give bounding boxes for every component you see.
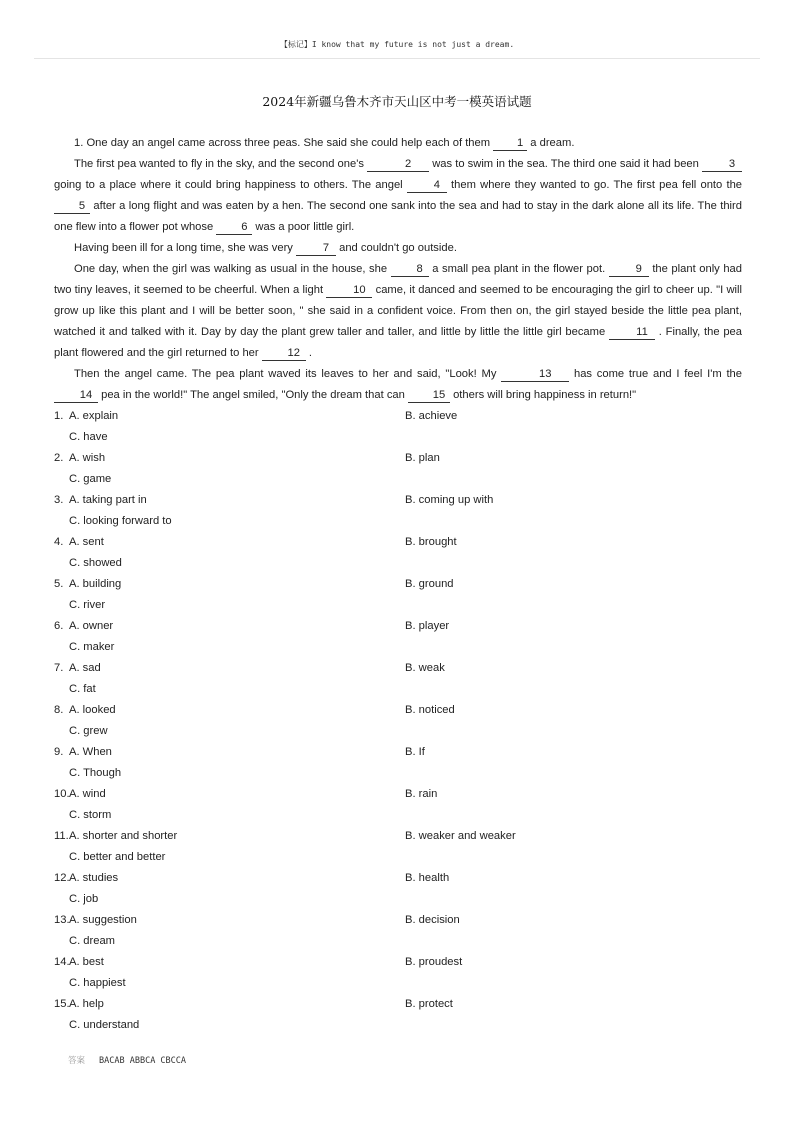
question-row	[54, 616, 754, 637]
option-a: A. studies	[69, 872, 119, 884]
passage-text: One day, when the girl was walking as usual in the house, she	[74, 263, 391, 275]
option-c: C. looking forward to	[69, 515, 172, 527]
answer-label: 答案	[68, 1056, 86, 1066]
option-b: B. decision	[405, 914, 460, 926]
answer-value: BACAB ABBCA CBCCA	[99, 1056, 187, 1066]
question-row	[54, 658, 754, 679]
passage-paragraph-3	[54, 238, 742, 259]
option-b: B. proudest	[405, 956, 463, 968]
passage-text: has come true and I feel I'm the	[569, 368, 742, 380]
option-b: B. weak	[405, 662, 445, 674]
question-row	[54, 742, 754, 763]
question-row	[54, 994, 754, 1015]
header-divider	[34, 58, 760, 59]
blank-10: 10	[326, 284, 372, 298]
blank-4: 4	[407, 179, 447, 193]
option-a: A. When	[69, 746, 112, 758]
blank-15: 15	[408, 389, 450, 403]
passage-paragraph-5	[54, 364, 742, 406]
question-row	[54, 700, 754, 721]
option-b: B. health	[405, 872, 450, 884]
option-b: B. rain	[405, 788, 438, 800]
blank-12: 12	[262, 347, 306, 361]
option-c: C. showed	[69, 557, 122, 569]
option-b: B. achieve	[405, 410, 458, 422]
question-row-c	[54, 553, 754, 574]
question-row	[54, 490, 754, 511]
option-b: B. ground	[405, 578, 454, 590]
passage-text: a dream.	[527, 137, 575, 149]
question-row	[54, 784, 754, 805]
option-a: A. wish	[69, 452, 106, 464]
option-a: A. help	[69, 998, 104, 1010]
passage-text: came, it danced and seemed to be encouraging the girl to cheer up. "I will grow up like this plant and I will be better soon, " she said in a confident voice. From then on, the girl stayed beside the little pea plant, watched it and talked with it. Day by day the plant grew taller and taller, and little by little the little girl became	[54, 284, 742, 338]
question-number: 1.	[54, 410, 64, 422]
option-a: A. suggestion	[69, 914, 137, 926]
passage-text: after a long flight and was eaten by a hen. The second one sank into the sea and had to stay in the dark alone all its life. The third one flew into a flower pot whose	[54, 200, 742, 233]
question-row-c	[54, 721, 754, 742]
blank-2: 2	[367, 158, 429, 172]
question-row	[54, 448, 754, 469]
blank-5: 5	[54, 200, 90, 214]
blank-7: 7	[296, 242, 336, 256]
passage-text: going to a place where it could bring happiness to others. The angel	[54, 179, 407, 191]
passage-text: them where they wanted to go. The first pea fell onto the	[446, 179, 743, 191]
question-row-c	[54, 805, 754, 826]
option-b: B. If	[405, 746, 425, 758]
passage-text: was a poor little girl.	[252, 221, 355, 233]
option-c: C. river	[69, 599, 106, 611]
passage-text: . Finally, the pea plant flowered and the girl returned to her	[54, 326, 742, 359]
passage-paragraph-1	[54, 133, 742, 154]
option-b: B. protect	[405, 998, 453, 1010]
passage-text: Then the angel came. The pea plant waved its leaves to her and said, "Look! My	[74, 368, 502, 380]
option-b: B. plan	[405, 452, 440, 464]
question-row-c	[54, 679, 754, 700]
question-number: 3.	[54, 494, 64, 506]
option-b: B. player	[405, 620, 450, 632]
passage-text: 1. One day an angel came across three peas. She said she could help each of them	[74, 137, 494, 149]
blank-9: 9	[609, 263, 649, 277]
question-row	[54, 868, 754, 889]
option-c: C. job	[69, 893, 99, 905]
option-a: A. taking part in	[69, 494, 147, 506]
option-c: C. happiest	[69, 977, 126, 989]
question-row-c	[54, 889, 754, 910]
option-b: B. noticed	[405, 704, 455, 716]
question-row-c	[54, 469, 754, 490]
question-number: 6.	[54, 620, 64, 632]
question-row	[54, 826, 754, 847]
option-c: C. grew	[69, 725, 108, 737]
blank-3: 3	[702, 158, 742, 172]
question-row-c	[54, 931, 754, 952]
question-row-c	[54, 847, 754, 868]
option-a: A. explain	[69, 410, 119, 422]
passage-text: the plant only had two tiny leaves, it seemed to be cheerful. When a light	[54, 263, 743, 296]
passage-paragraph-4	[54, 259, 742, 364]
option-c: C. dream	[69, 935, 116, 947]
option-a: A. wind	[69, 788, 106, 800]
question-number: 2.	[54, 452, 64, 464]
question-row	[54, 952, 754, 973]
passage-text: .	[305, 347, 312, 359]
cloze-passage	[54, 133, 742, 406]
question-row-c	[54, 1015, 754, 1036]
passage-text: and couldn't go outside.	[336, 242, 457, 254]
blank-14: 14	[54, 389, 98, 403]
option-a: A. building	[69, 578, 122, 590]
passage-text: a small pea plant in the flower pot.	[428, 263, 609, 275]
question-row-c	[54, 637, 754, 658]
question-row-c	[54, 511, 754, 532]
question-row-c	[54, 973, 754, 994]
blank-8: 8	[391, 263, 429, 277]
question-row	[54, 910, 754, 931]
option-c: C. have	[69, 431, 108, 443]
option-c: C. better and better	[69, 851, 166, 863]
question-row-c	[54, 427, 754, 448]
question-number: 8.	[54, 704, 64, 716]
question-number: 12.	[54, 872, 70, 884]
question-number: 5.	[54, 578, 64, 590]
option-a: A. best	[69, 956, 104, 968]
option-a: A. looked	[69, 704, 116, 716]
blank-11: 11	[609, 326, 655, 340]
passage-text: others will bring happiness in return!"	[449, 389, 637, 401]
option-c: C. Though	[69, 767, 122, 779]
blank-1: 1	[493, 137, 527, 151]
passage-paragraph-2	[54, 154, 742, 238]
question-number: 14.	[54, 956, 70, 968]
question-number: 4.	[54, 536, 64, 548]
option-a: A. sad	[69, 662, 101, 674]
passage-text: The first pea wanted to fly in the sky, and the second one's	[74, 158, 368, 170]
question-row-c	[54, 763, 754, 784]
option-a: A. owner	[69, 620, 114, 632]
option-c: C. storm	[69, 809, 112, 821]
page-header: 【标记】I know that my future is not just a dream.	[279, 40, 515, 49]
option-b: B. brought	[405, 536, 457, 548]
question-row-c	[54, 595, 754, 616]
page-title: 2024年新疆乌鲁木齐市天山区中考一模英语试题	[262, 94, 532, 109]
question-number: 11.	[54, 830, 69, 842]
option-a: A. sent	[69, 536, 104, 548]
blank-6: 6	[216, 221, 252, 235]
answer-key	[68, 1054, 186, 1066]
option-c: C. game	[69, 473, 112, 485]
passage-text: was to swim in the sea. The third one said it had been	[429, 158, 702, 170]
passage-text: pea in the world!" The angel smiled, "Only the dream that can	[98, 389, 408, 401]
question-number: 13.	[54, 914, 70, 926]
question-number: 9.	[54, 746, 64, 758]
option-c: C. maker	[69, 641, 115, 653]
question-number: 7.	[54, 662, 64, 674]
option-c: C. fat	[69, 683, 96, 695]
question-row	[54, 532, 754, 553]
option-b: B. weaker and weaker	[405, 830, 516, 842]
question-row	[54, 406, 754, 427]
option-b: B. coming up with	[405, 494, 494, 506]
question-number: 10.	[54, 788, 70, 800]
question-number: 15.	[54, 998, 70, 1010]
option-c: C. understand	[69, 1019, 140, 1031]
option-a: A. shorter and shorter	[69, 830, 178, 842]
passage-text: Having been ill for a long time, she was very	[74, 242, 296, 254]
question-row	[54, 574, 754, 595]
blank-13: 13	[501, 368, 569, 382]
answer-options	[54, 406, 754, 1036]
